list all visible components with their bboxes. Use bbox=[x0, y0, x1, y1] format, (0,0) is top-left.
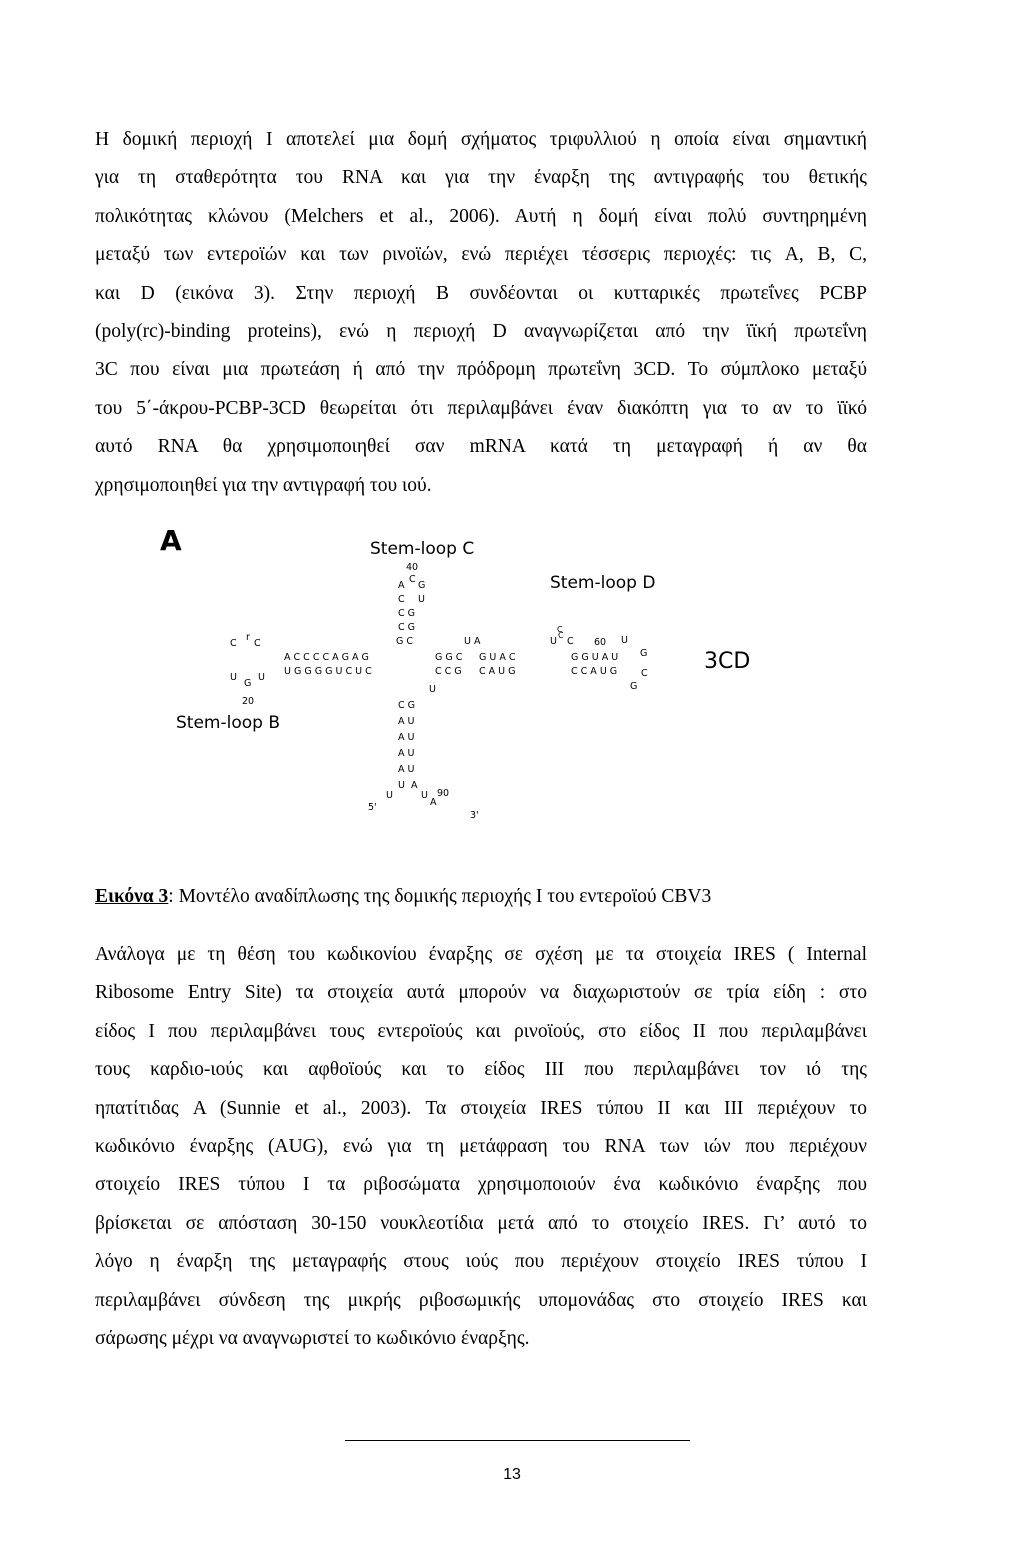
five-prime-end: 5' bbox=[368, 802, 377, 813]
nucleotide-number-20: 20 bbox=[242, 696, 255, 707]
text-line: (poly(rc)-binding proteins), ενώ η περιοχή D αναγνωρίζεται από την ϊϊκή πρωτεΐνη bbox=[95, 320, 867, 342]
stem-loop-d-label: Stem-loop D bbox=[550, 573, 656, 593]
nucleotide: G bbox=[630, 681, 638, 692]
base-pair: C G bbox=[398, 622, 416, 633]
panel-label: A bbox=[160, 524, 182, 557]
nucleotide: U bbox=[386, 790, 393, 801]
caption-label: Εικόνα 3 bbox=[95, 886, 169, 907]
caption-text: : Μοντέλο αναδίπλωσης της δομικής περιοχής I του εντεροϊού CBV3 bbox=[168, 886, 712, 907]
text-line: περιλαμβάνει σύνδεση της μικρής ριβοσωμικής υπομονάδας στο στοιχείο IRES και bbox=[95, 1289, 867, 1311]
stem-loop-b-label: Stem-loop B bbox=[176, 713, 280, 733]
text-line: ηπατίτιδας A (Sunnie et al., 2003). Τα στοιχεία IRES τύπου II και III περιέχουν το bbox=[95, 1097, 867, 1119]
nucleotide: C bbox=[557, 625, 563, 634]
protein-3cd-label: 3CD bbox=[704, 649, 751, 674]
nucleotide: U bbox=[621, 635, 628, 646]
base-pair: A U bbox=[398, 732, 415, 743]
text-line: μεταξύ των εντεροϊών και των ρινοϊών, ενώ περιέχει τέσσερις περιοχές: τις A, B, C, bbox=[95, 244, 867, 266]
nucleotide: U bbox=[429, 684, 436, 695]
page-number: 13 bbox=[503, 1466, 521, 1483]
middle-top-strand-1: G G C bbox=[435, 652, 463, 663]
text-line: Η δομική περιοχή I αποτελεί μια δομή σχήματος τριφυλλιού η οποία είναι σημαντική bbox=[95, 129, 867, 150]
paragraph-intro bbox=[95, 121, 867, 505]
nucleotide: C bbox=[567, 636, 574, 647]
text-line: Ribosome Entry Site) τα στοιχεία αυτά μπορούν να διαχωριστούν σε τρία είδη : στο bbox=[95, 982, 867, 1004]
nucleotide: C bbox=[254, 638, 261, 649]
nucleotide: A bbox=[430, 797, 437, 808]
three-prime-end: 3' bbox=[470, 810, 479, 821]
text-line: στοιχείο IRES τύπου I τα ριβοσώματα χρησιμοποιούν ένα κωδικόνιο έναρξης που bbox=[95, 1174, 867, 1196]
nucleotide: U bbox=[398, 780, 405, 791]
nucleotide: U bbox=[550, 636, 557, 647]
middle-top-strand-2: G U A C bbox=[479, 652, 516, 663]
nucleotide: A bbox=[398, 580, 405, 591]
text-line: αυτό RNA θα χρησιμοποιηθεί σαν mRNA κατά τη μεταγραφή ή αν θα bbox=[95, 436, 867, 458]
text-line: κωδικόνιο έναρξης (AUG), ενώ για τη μετάφραση του RNA των ιών που περιέχουν bbox=[95, 1135, 867, 1157]
nucleotide: U bbox=[421, 790, 428, 801]
nucleotide: C bbox=[409, 574, 416, 585]
base-pair: G C bbox=[396, 636, 414, 647]
nucleotide: r bbox=[246, 632, 250, 643]
nucleotide: G bbox=[244, 678, 252, 689]
nucleotide: G bbox=[640, 648, 648, 659]
b-stem-bottom-strand: U G G G G U C U C bbox=[284, 666, 372, 677]
middle-bottom-strand-2: C A U G bbox=[479, 666, 516, 677]
text-line: λόγο η έναρξη της μεταγραφής στους ιούς που περιέχουν στοιχείο IRES τύπου I bbox=[95, 1251, 867, 1273]
text-line: Ανάλογα με τη θέση του κωδικονίου έναρξης σε σχέση με τα στοιχεία IRES ( Internal bbox=[95, 944, 867, 965]
base-pair: A U bbox=[398, 748, 415, 759]
text-line: βρίσκεται σε απόσταση 30-150 νουκλεοτίδια μετά από το στοιχείο IRES. Γι’ αυτό το bbox=[95, 1212, 867, 1234]
base-pair: C G bbox=[398, 700, 416, 711]
text-line: του 5΄-άκρου-PCBP-3CD θεωρείται ότι περιλαμβάνει έναν διακόπτη για το αν το ϊϊκό bbox=[95, 397, 867, 419]
d-stem-top-strand: G G U A U bbox=[571, 652, 619, 663]
text-line: και D (εικόνα 3). Στην περιοχή B συνδέονται οι κυτταρικές πρωτεΐνες PCBP bbox=[95, 282, 867, 304]
paragraph-ires-types bbox=[95, 936, 867, 1358]
d-stem-bottom-strand: C C A U G bbox=[571, 666, 618, 677]
nucleotide: C bbox=[558, 631, 564, 640]
text-line: χρησιμοποιηθεί για την αντιγραφή του ιού. bbox=[95, 474, 432, 496]
base-pair: A U bbox=[398, 716, 415, 727]
nucleotide-pair: U A bbox=[464, 636, 481, 647]
text-line: για τη σταθερότητα του RNA και για την έναρξη της αντιγραφής του θετικής bbox=[95, 167, 867, 189]
text-line: είδος I που περιλαμβάνει τους εντεροϊούς και ρινοϊούς, στο είδος II που περιλαμβάνει bbox=[95, 1020, 867, 1042]
nucleotide: U bbox=[258, 672, 265, 683]
nucleotide-number-40: 40 bbox=[406, 562, 419, 573]
b-stem-top-strand: A C C C C A G A G bbox=[284, 652, 369, 663]
footer-divider bbox=[345, 1440, 690, 1441]
nucleotide: C bbox=[641, 668, 648, 679]
text-line: σάρωσης μέχρι να αναγνωριστεί το κωδικόνιο έναρξης. bbox=[95, 1327, 530, 1349]
base-pair: A U bbox=[398, 764, 415, 775]
rna-cloverleaf-figure bbox=[130, 510, 830, 840]
text-line: τους καρδιο-ιούς και αφθοϊούς και το είδος III που περιλαμβάνει τον ιό της bbox=[95, 1059, 867, 1081]
nucleotide: C bbox=[398, 594, 405, 605]
figure-caption bbox=[95, 878, 867, 916]
nucleotide-number-60: 60 bbox=[594, 637, 607, 648]
stem-loop-c-label: Stem-loop C bbox=[370, 539, 475, 559]
nucleotide-number-90: 90 bbox=[437, 788, 450, 799]
nucleotide: U bbox=[418, 594, 425, 605]
nucleotide: U bbox=[230, 672, 237, 683]
text-line: πολικότητας κλώνου (Melchers et al., 2006). Αυτή η δομή είναι πολύ συντηρημένη bbox=[95, 205, 867, 227]
base-pair: C G bbox=[398, 608, 416, 619]
nucleotide: G bbox=[418, 580, 426, 591]
nucleotide: A bbox=[411, 780, 418, 791]
nucleotide: C bbox=[230, 638, 237, 649]
middle-bottom-strand-1: C C G bbox=[435, 666, 462, 677]
text-line: 3C που είναι μια πρωτεάση ή από την πρόδρομη πρωτεΐνη 3CD. Το σύμπλοκο μεταξύ bbox=[95, 359, 867, 381]
